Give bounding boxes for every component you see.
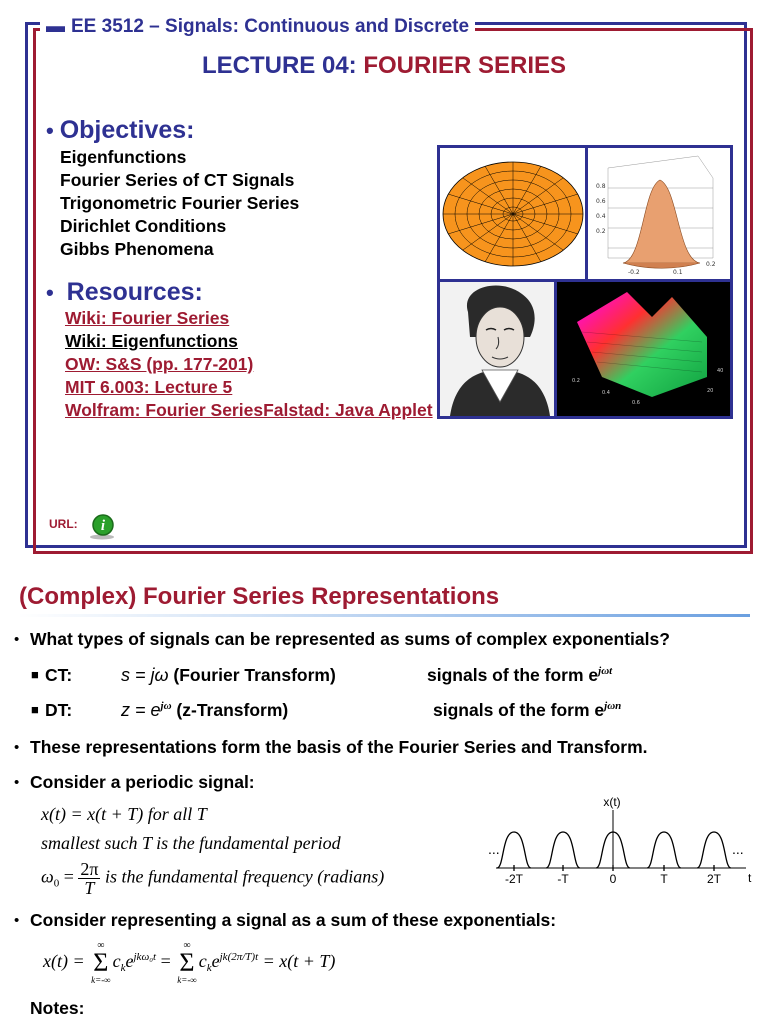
waveform-tick-label: -T [557,872,569,886]
svg-text:0.8: 0.8 [596,183,606,190]
statement-periodic: Consider a periodic signal: [30,772,255,792]
ct-row [0,665,768,691]
fourier-portrait-image [440,282,557,416]
resource-link-wiki-fourier[interactable]: Wiki: Fourier Series [65,308,230,328]
notes-label: Notes: [30,998,85,1018]
svg-text:0.2: 0.2 [572,378,580,384]
question-complex-exponentials: What types of signals can be represented as sums of complex exponentials? [30,629,670,649]
course-title [40,16,475,38]
svg-text:i: i [100,518,106,534]
resource-link-wiki-eigen[interactable]: Wiki: Eigenfunctions [65,331,238,351]
bullet: • [14,774,20,791]
lecture-title [0,52,768,80]
url-label: URL: [49,517,78,531]
svg-text:0.6: 0.6 [632,400,640,406]
gaussian-surface-image [588,148,730,282]
waveform-ylabel: x(t) [603,795,621,809]
periodic-waveform [476,794,756,886]
waveform-xlabel: t [748,871,752,885]
waveform-ellipsis-left: ... [488,841,500,857]
square-bullet: ■ [31,702,39,717]
waveform-tick-label: T [660,872,668,886]
dt-label: DT: [45,700,73,720]
periodicity-equation: x(t) = x(t + T) for all T [41,804,207,824]
svg-text:0.4: 0.4 [602,390,610,396]
objectives-list [60,146,299,261]
svg-text:0.1: 0.1 [673,269,683,276]
lecture-number: LECTURE 04: [201,52,357,79]
course-title-text: EE 3512 – Signals: Continuous and Discrete [71,16,470,37]
svg-text:-0.2: -0.2 [628,269,640,276]
objective-item: Trigonometric Fourier Series [60,193,300,213]
waveform-pulse [497,832,531,868]
dt-row [0,700,768,726]
bullet: • [14,631,20,648]
title-dash: ▬ [46,16,65,37]
fundamental-period-text: smallest such T is the fundamental period [41,833,341,853]
title-underline [18,614,750,617]
membrane-mode-image [440,148,588,282]
waveform-pulse [697,832,731,868]
resource-link-ow[interactable]: OW: S&S (pp. 177-201) [65,354,254,374]
dt-signals: signals of the form $e^{j\omega n}$ [433,700,622,720]
waveform-tick-label: -2T [505,872,523,886]
objective-item: Fourier Series of CT Signals [60,170,295,190]
resources-heading: • Resources: [46,278,203,306]
waveform-pulse [546,832,580,868]
svg-text:0.6: 0.6 [596,198,606,205]
svg-text:0.2: 0.2 [596,228,606,235]
statement-sum: Consider representing a signal as a sum of these exponentials: [30,910,557,930]
spectrogram-image [557,282,730,416]
square-bullet: ■ [31,667,39,682]
bullet: • [14,912,20,929]
resources-list [65,307,433,422]
objective-item: Dirichlet Conditions [60,216,227,236]
ct-equation: s = jω (Fourier Transform) [121,665,336,685]
lecture-topic: FOURIER SERIES [363,52,567,79]
objective-item: Gibbs Phenomena [60,239,214,259]
section-title: (Complex) Fourier Series Representations [19,583,500,610]
statement-basis: These representations form the basis of the Fourier Series and Transform. [30,737,648,757]
waveform-tick-label: 0 [609,872,617,886]
svg-text:40: 40 [717,368,724,374]
ct-label: CT: [45,665,73,685]
objective-item: Eigenfunctions [60,147,187,167]
bullet: • [14,739,20,756]
waveform-tick-label: 2T [706,872,722,886]
svg-text:0.4: 0.4 [596,213,606,220]
fundamental-frequency-equation: $\omega_0$ = $\frac{2\pi}{T}$ is the fundamental frequency (radians) [41,859,385,898]
info-icon[interactable] [88,513,118,546]
dt-equation: $z = e^{j\omega}$ (z-Transform) [121,700,289,720]
fourier-series-equation: x(t) = ∞ Σ k=-∞ $c_ke^{jk\omega_0t}$ = ∞ Σ k=-∞ $c_ke^{jk(2\pi/T)t} = x(t + T)$ [43,940,336,985]
resource-link-mit[interactable]: MIT 6.003: Lecture 5 [65,377,233,397]
image-collage [437,145,733,419]
waveform-ellipsis-right: ... [732,841,744,857]
svg-text:0.2: 0.2 [706,261,716,268]
resource-link-wolfram[interactable]: Wolfram: Fourier SeriesFalstad: Java Applet [65,400,433,420]
objectives-heading: • Objectives: [46,116,195,144]
waveform-pulse [647,832,681,868]
ct-signals: signals of the form $e^{j\omega t}$ [427,665,613,685]
svg-text:20: 20 [707,388,714,394]
